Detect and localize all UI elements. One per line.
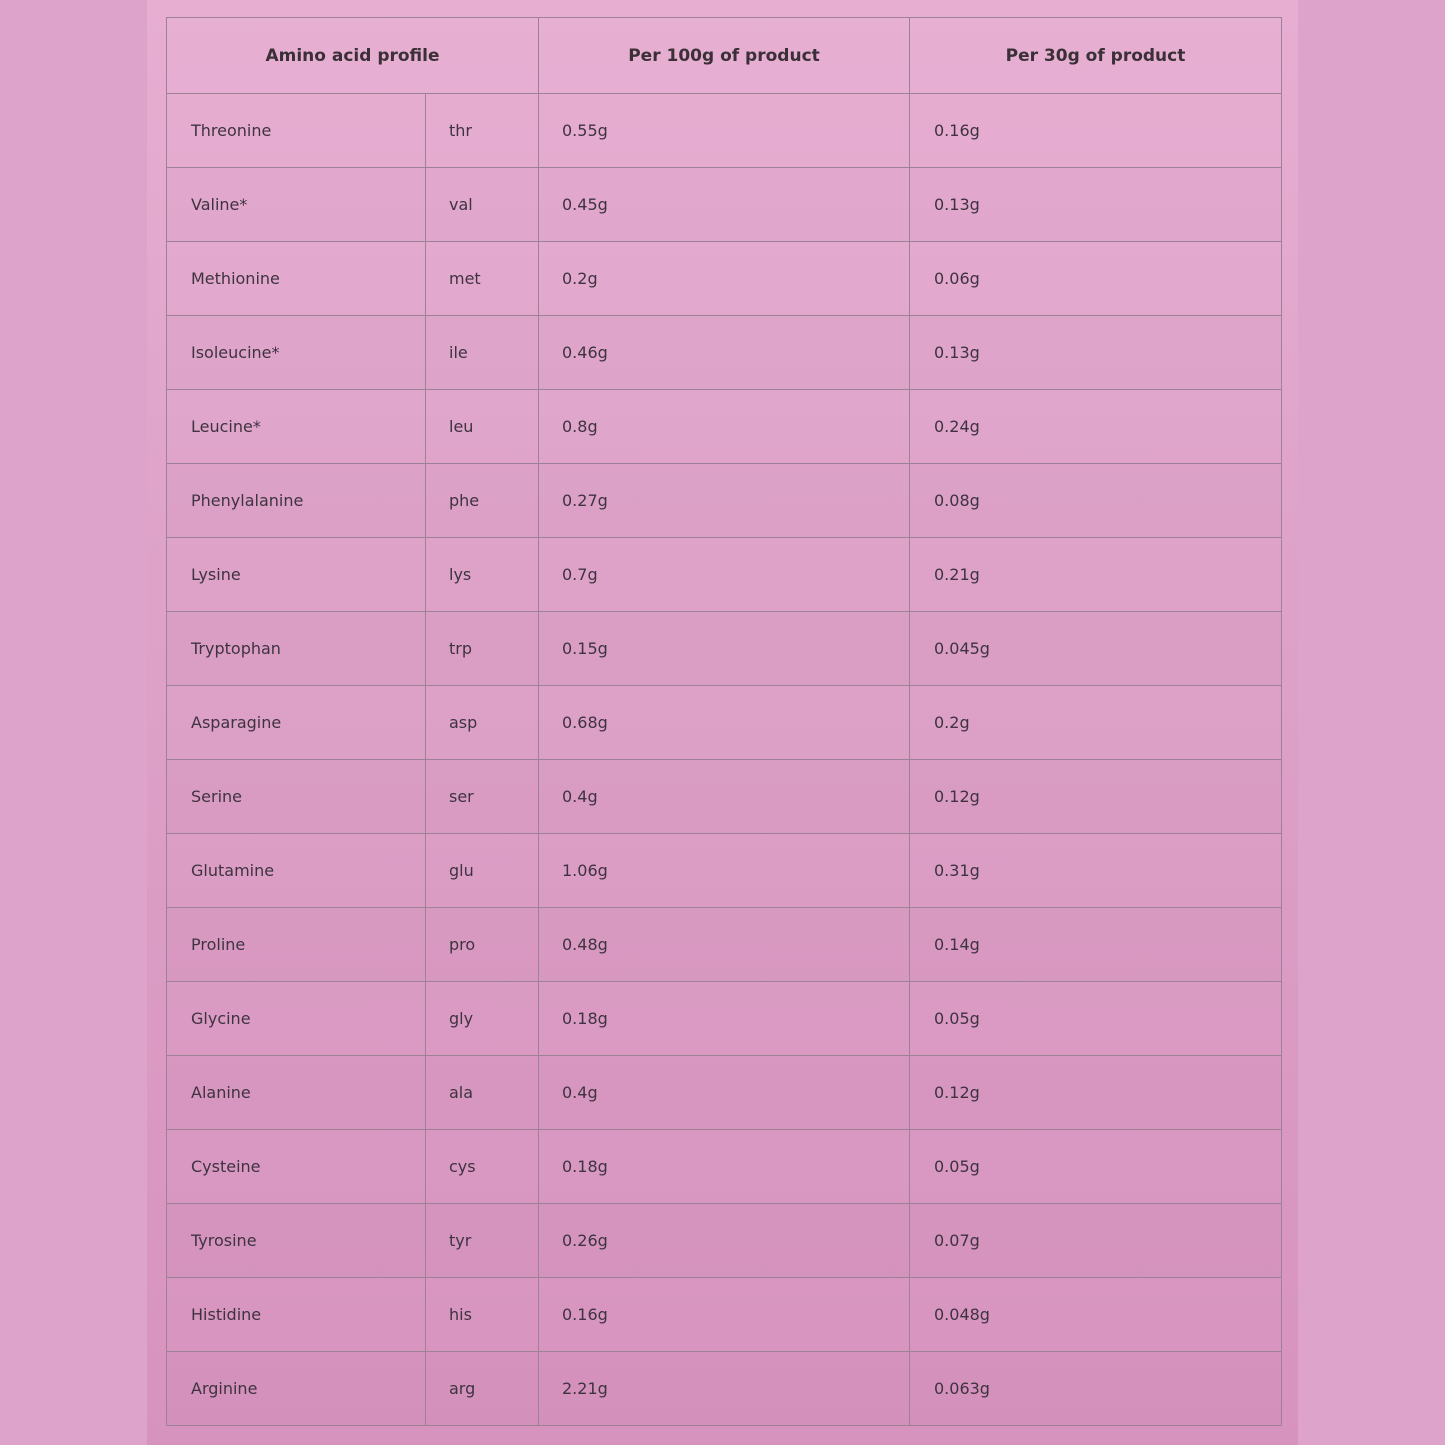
header-row xyxy=(167,18,1282,94)
amino-acid-name: Cysteine xyxy=(167,1130,426,1204)
value-per-100g: 0.15g xyxy=(539,612,910,686)
value-per-100g: 0.18g xyxy=(539,1130,910,1204)
value-per-100g: 0.7g xyxy=(539,538,910,612)
value-per-100g: 0.4g xyxy=(539,1056,910,1130)
amino-acid-name: Glutamine xyxy=(167,834,426,908)
table-row xyxy=(167,390,1282,464)
value-per-100g: 0.27g xyxy=(539,464,910,538)
amino-acid-name: Phenylalanine xyxy=(167,464,426,538)
value-per-100g: 0.68g xyxy=(539,686,910,760)
value-per-30g: 0.12g xyxy=(910,760,1282,834)
amino-acid-abbreviation: glu xyxy=(426,834,539,908)
value-per-30g: 0.08g xyxy=(910,464,1282,538)
value-per-30g: 0.07g xyxy=(910,1204,1282,1278)
table-header xyxy=(167,18,1282,94)
value-per-30g: 0.05g xyxy=(910,982,1282,1056)
table-row xyxy=(167,760,1282,834)
amino-acid-abbreviation: ile xyxy=(426,316,539,390)
table-row xyxy=(167,908,1282,982)
value-per-100g: 2.21g xyxy=(539,1352,910,1426)
amino-acid-name: Asparagine xyxy=(167,686,426,760)
amino-acid-abbreviation: thr xyxy=(426,94,539,168)
table-row xyxy=(167,538,1282,612)
value-per-30g: 0.13g xyxy=(910,316,1282,390)
table-row xyxy=(167,834,1282,908)
table-row xyxy=(167,242,1282,316)
header-per-100g: Per 100g of product xyxy=(539,18,910,94)
table-row xyxy=(167,1056,1282,1130)
value-per-100g: 0.18g xyxy=(539,982,910,1056)
value-per-100g: 0.4g xyxy=(539,760,910,834)
value-per-100g: 0.26g xyxy=(539,1204,910,1278)
value-per-30g: 0.12g xyxy=(910,1056,1282,1130)
table-row xyxy=(167,464,1282,538)
value-per-100g: 0.45g xyxy=(539,168,910,242)
table-row xyxy=(167,982,1282,1056)
amino-acid-abbreviation: val xyxy=(426,168,539,242)
value-per-100g: 1.06g xyxy=(539,834,910,908)
amino-acid-name: Serine xyxy=(167,760,426,834)
value-per-30g: 0.13g xyxy=(910,168,1282,242)
amino-acid-name: Valine* xyxy=(167,168,426,242)
amino-acid-name: Tryptophan xyxy=(167,612,426,686)
amino-acid-abbreviation: tyr xyxy=(426,1204,539,1278)
amino-acid-abbreviation: pro xyxy=(426,908,539,982)
amino-acid-abbreviation: phe xyxy=(426,464,539,538)
amino-acid-name: Alanine xyxy=(167,1056,426,1130)
table-row xyxy=(167,94,1282,168)
table-row xyxy=(167,1352,1282,1426)
amino-acid-name: Threonine xyxy=(167,94,426,168)
value-per-30g: 0.05g xyxy=(910,1130,1282,1204)
amino-acid-abbreviation: ser xyxy=(426,760,539,834)
value-per-30g: 0.063g xyxy=(910,1352,1282,1426)
amino-acid-name: Histidine xyxy=(167,1278,426,1352)
amino-acid-name: Lysine xyxy=(167,538,426,612)
value-per-30g: 0.14g xyxy=(910,908,1282,982)
table-row xyxy=(167,1130,1282,1204)
table-row xyxy=(167,1278,1282,1352)
amino-acid-name: Leucine* xyxy=(167,390,426,464)
amino-acid-table xyxy=(166,17,1282,1426)
amino-acid-name: Methionine xyxy=(167,242,426,316)
table-body xyxy=(167,94,1282,1426)
value-per-100g: 0.8g xyxy=(539,390,910,464)
amino-acid-abbreviation: trp xyxy=(426,612,539,686)
amino-acid-abbreviation: met xyxy=(426,242,539,316)
value-per-100g: 0.2g xyxy=(539,242,910,316)
table-row xyxy=(167,168,1282,242)
value-per-30g: 0.16g xyxy=(910,94,1282,168)
amino-acid-abbreviation: lys xyxy=(426,538,539,612)
amino-acid-abbreviation: leu xyxy=(426,390,539,464)
value-per-100g: 0.46g xyxy=(539,316,910,390)
amino-acid-abbreviation: cys xyxy=(426,1130,539,1204)
value-per-100g: 0.16g xyxy=(539,1278,910,1352)
table-row xyxy=(167,686,1282,760)
table-row xyxy=(167,316,1282,390)
amino-acid-abbreviation: his xyxy=(426,1278,539,1352)
amino-acid-name: Glycine xyxy=(167,982,426,1056)
table-row xyxy=(167,612,1282,686)
value-per-30g: 0.048g xyxy=(910,1278,1282,1352)
header-amino-acid-profile: Amino acid profile xyxy=(167,18,539,94)
amino-acid-name: Arginine xyxy=(167,1352,426,1426)
amino-acid-abbreviation: ala xyxy=(426,1056,539,1130)
value-per-30g: 0.31g xyxy=(910,834,1282,908)
amino-acid-abbreviation: gly xyxy=(426,982,539,1056)
amino-acid-name: Isoleucine* xyxy=(167,316,426,390)
value-per-100g: 0.48g xyxy=(539,908,910,982)
value-per-30g: 0.045g xyxy=(910,612,1282,686)
header-per-30g: Per 30g of product xyxy=(910,18,1282,94)
table-row xyxy=(167,1204,1282,1278)
value-per-30g: 0.06g xyxy=(910,242,1282,316)
value-per-30g: 0.21g xyxy=(910,538,1282,612)
amino-acid-name: Tyrosine xyxy=(167,1204,426,1278)
value-per-30g: 0.2g xyxy=(910,686,1282,760)
amino-acid-abbreviation: asp xyxy=(426,686,539,760)
value-per-100g: 0.55g xyxy=(539,94,910,168)
amino-acid-name: Proline xyxy=(167,908,426,982)
value-per-30g: 0.24g xyxy=(910,390,1282,464)
amino-acid-abbreviation: arg xyxy=(426,1352,539,1426)
